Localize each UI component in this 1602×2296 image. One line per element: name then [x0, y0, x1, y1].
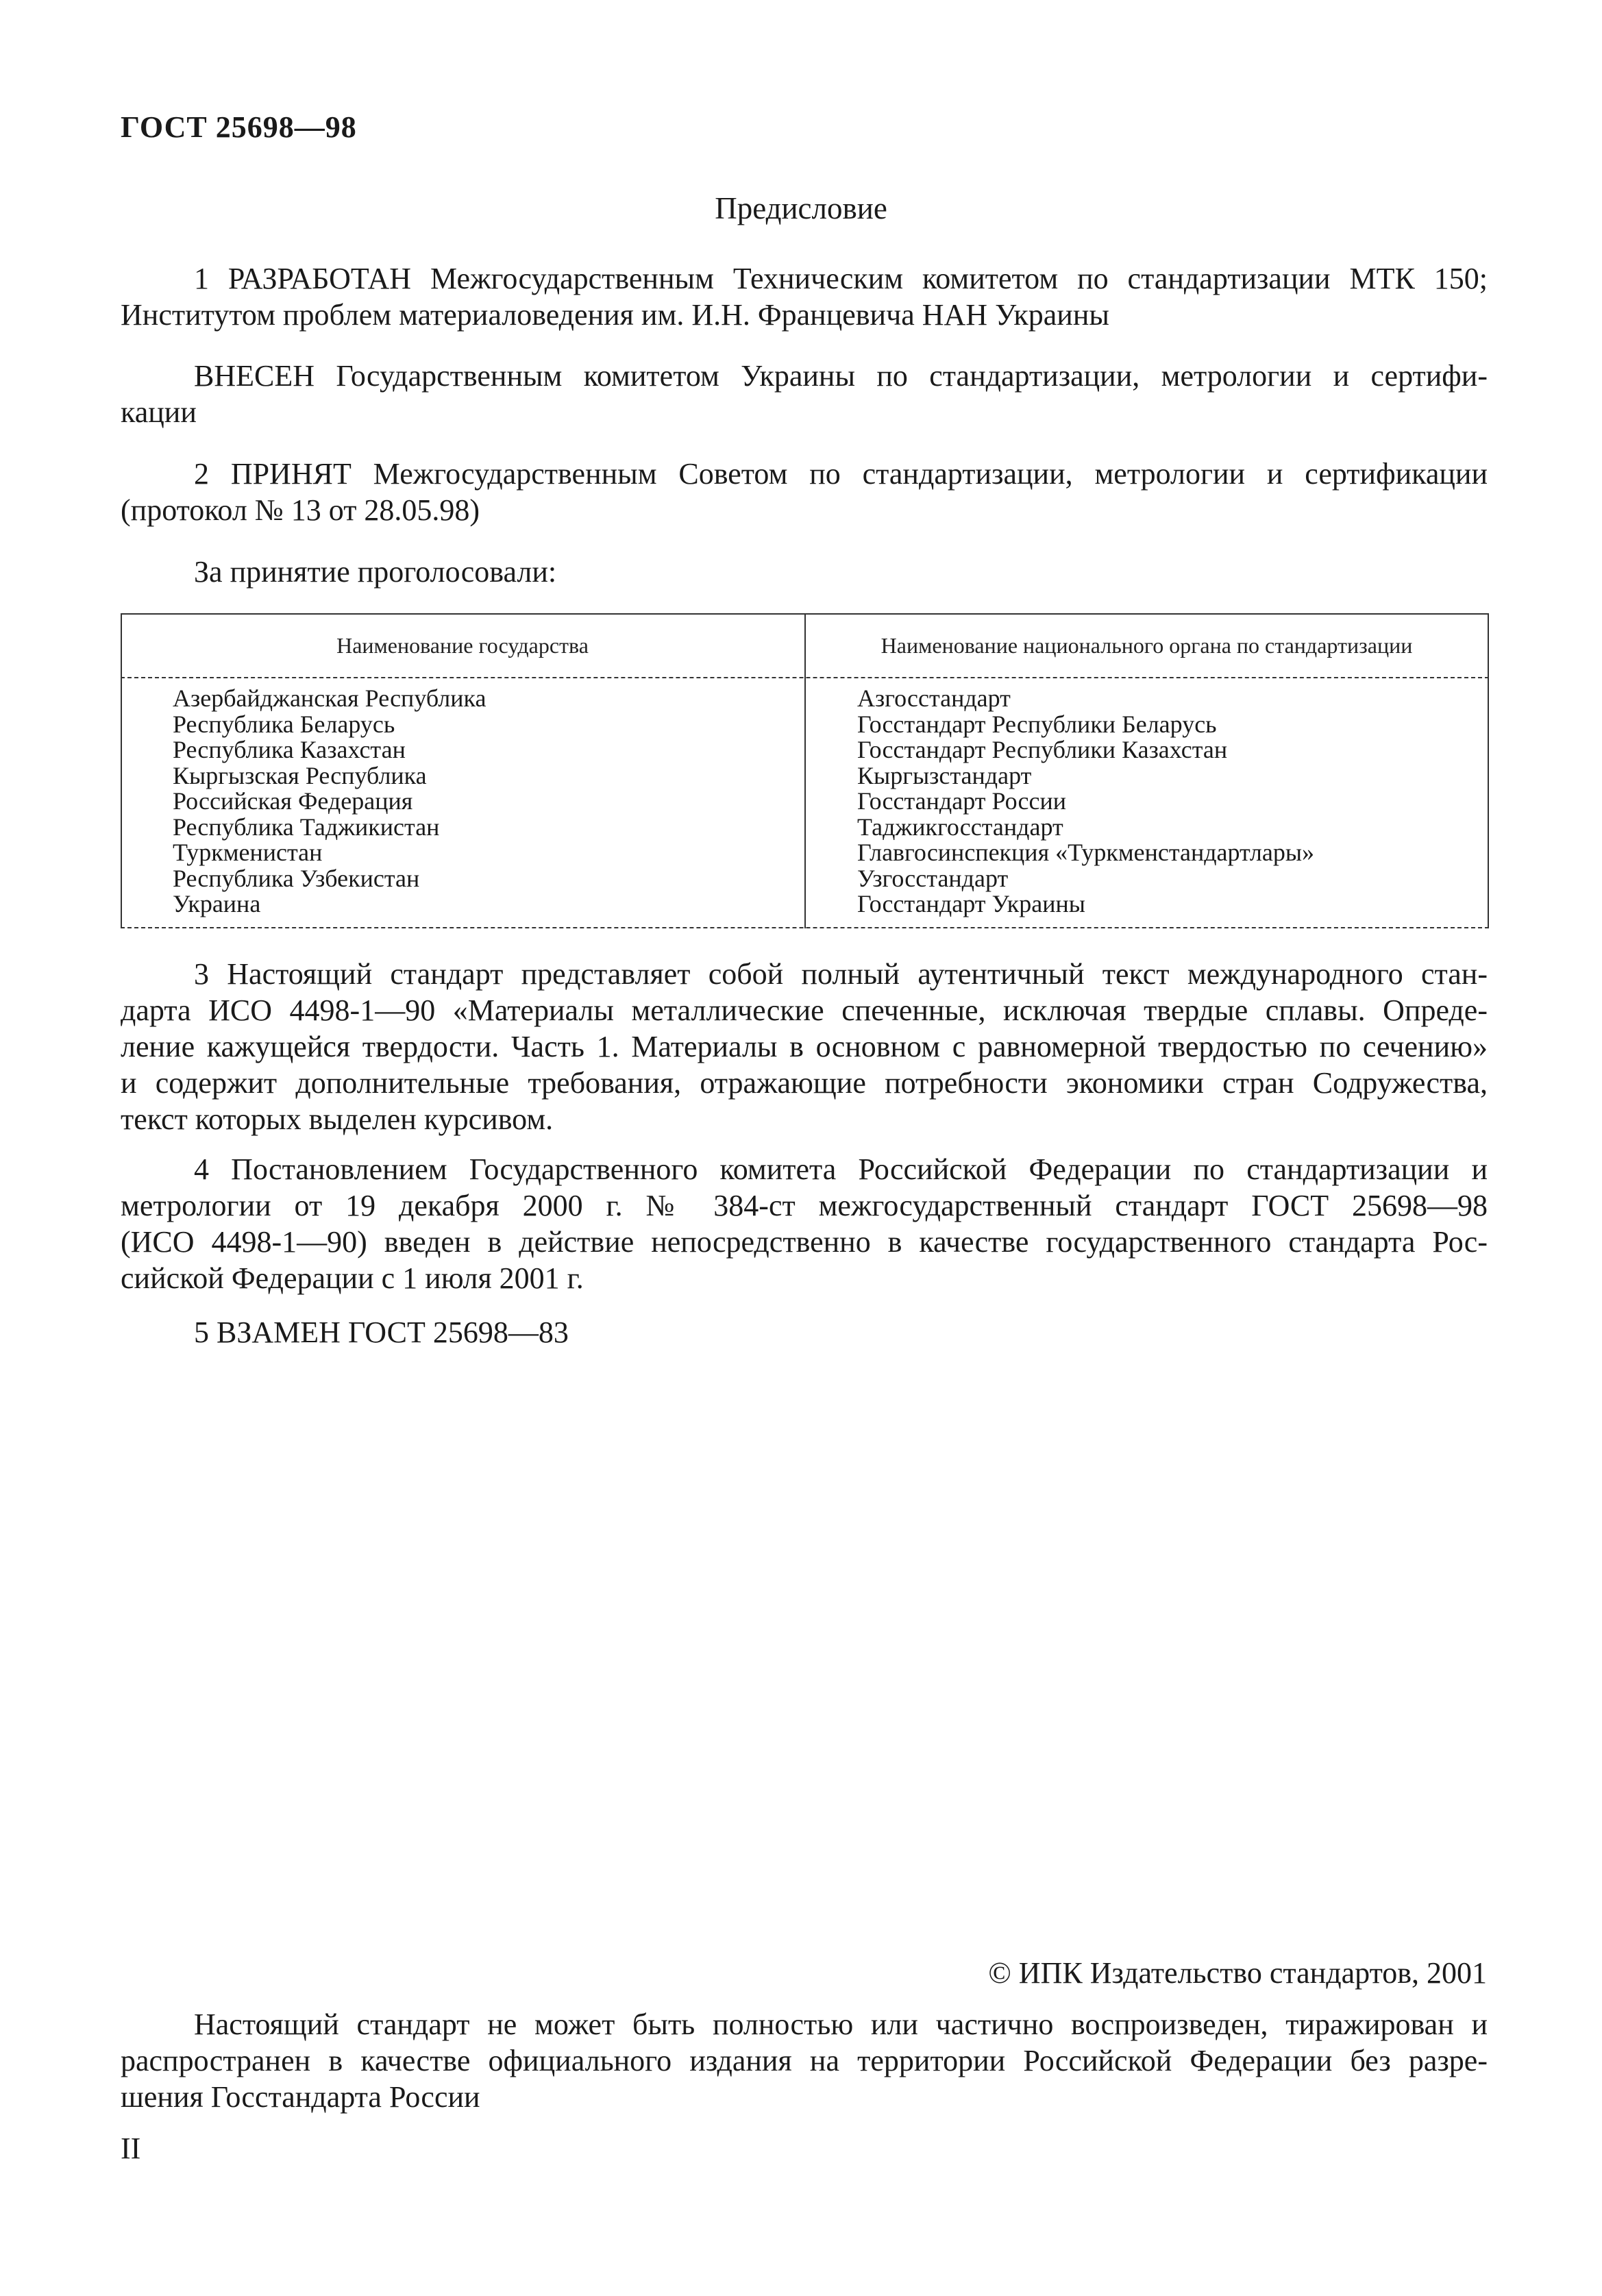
table-cell-body: Госстандарт Республики Беларусь [857, 710, 1217, 738]
voting-table [121, 613, 1489, 928]
paragraph-line: кации [121, 395, 197, 429]
table-header-state: Наименование государства [336, 633, 589, 658]
table-cell-body: Госстандарт Украины [857, 890, 1085, 917]
table-cell-body: Азгосстандарт [857, 684, 1011, 712]
vote-intro: За принятие проголосовали: [194, 555, 557, 589]
table-cell-body: Госстандарт России [857, 787, 1066, 815]
table-cell-state: Республика Беларусь [173, 710, 395, 738]
paragraph-line: (протокол № 13 от 28.05.98) [121, 493, 480, 527]
table-cell-body: Таджикгосстандарт [857, 813, 1063, 841]
paragraph-line: ВНЕСЕН Государственным комитетом Украины по стандартизации, метрологии и сертифи- [194, 359, 1488, 393]
paragraph-enacted [121, 1151, 1488, 1296]
section-heading: Предисловие [715, 191, 887, 225]
table-cell-body: Узгосстандарт [857, 864, 1009, 892]
table-header-body: Наименование национального органа по стандартизации [880, 633, 1413, 658]
paragraph-line: 4 Постановлением Государственного комитета Российской Федерации по стандартизации и [194, 1152, 1488, 1186]
table-border [121, 927, 1489, 928]
paragraph-introduced [121, 358, 1488, 430]
page-number: II [121, 2132, 141, 2165]
table-cell-body: Главгосинспекция «Туркменстандартлары» [857, 839, 1315, 866]
paragraph-authentic-text [121, 956, 1488, 1137]
notice-line: шения Госстандарта России [121, 2080, 480, 2114]
document-code: ГОСТ 25698—98 [121, 110, 357, 144]
table-column-bodies [857, 686, 1314, 917]
table-column-states [173, 686, 486, 917]
table-cell-state: Украина [173, 890, 261, 917]
paragraph-line: 2 ПРИНЯТ Межгосударственным Советом по стандартизации, метрологии и сертификации [194, 457, 1488, 491]
paragraph-line: текст которых выделен курсивом. [121, 1102, 554, 1136]
copyright-notice: © ИПК Издательство стандартов, 2001 [988, 1956, 1487, 1990]
paragraph-adopted [121, 456, 1488, 528]
table-cell-state: Азербайджанская Республика [173, 684, 486, 712]
notice-line: распространен в качестве официального издания на территории Российской Федерации без разре- [121, 2044, 1488, 2077]
table-cell-state: Кыргызская Республика [173, 761, 427, 789]
paragraph-line: ление кажущейся твердости. Часть 1. Материалы в основном с равномерной твердостью по сечению» [121, 1030, 1488, 1063]
notice-line: Настоящий стандарт не может быть полностью или частично воспроизведен, тиражирован и [194, 2008, 1488, 2041]
table-cell-state: Республика Казахстан [173, 736, 406, 763]
paragraph-line: 3 Настоящий стандарт представляет собой полный аутентичный текст международного стан- [194, 957, 1488, 991]
table-cell-state: Российская Федерация [173, 787, 413, 815]
table-cell-state: Республика Таджикистан [173, 813, 440, 841]
table-cell-state: Туркменистан [173, 839, 323, 866]
paragraph-line: 1 РАЗРАБОТАН Межгосударственным Техническим комитетом по стандартизации МТК 150; [194, 262, 1488, 295]
paragraph-line: и содержит дополнительные требования, отражающие потребности экономики стран Содружества, [121, 1066, 1488, 1100]
paragraph-line: сийской Федерации с 1 июля 2001 г. [121, 1261, 584, 1295]
paragraph-line: дарта ИСО 4498-1—90 «Материалы металлические спеченные, исключая твердые сплавы. Опреде- [121, 993, 1488, 1027]
paragraph-line: (ИСО 4498-1—90) введен в действие непосредственно в качестве государственного стандарта Рос- [121, 1225, 1488, 1259]
table-cell-state: Республика Узбекистан [173, 864, 420, 892]
paragraph-developed [121, 260, 1488, 333]
paragraph-line: метрологии от 19 декабря 2000 г. № 384-ст межгосударственный стандарт ГОСТ 25698—98 [121, 1189, 1488, 1222]
paragraph-replaces: 5 ВЗАМЕН ГОСТ 25698—83 [194, 1316, 569, 1349]
reproduction-notice [121, 2006, 1488, 2115]
table-cell-body: Кыргызстандарт [857, 761, 1032, 789]
paragraph-line: Институтом проблем материаловедения им. И.Н. Францевича НАН Украины [121, 298, 1109, 332]
table-cell-body: Госстандарт Республики Казахстан [857, 736, 1228, 763]
